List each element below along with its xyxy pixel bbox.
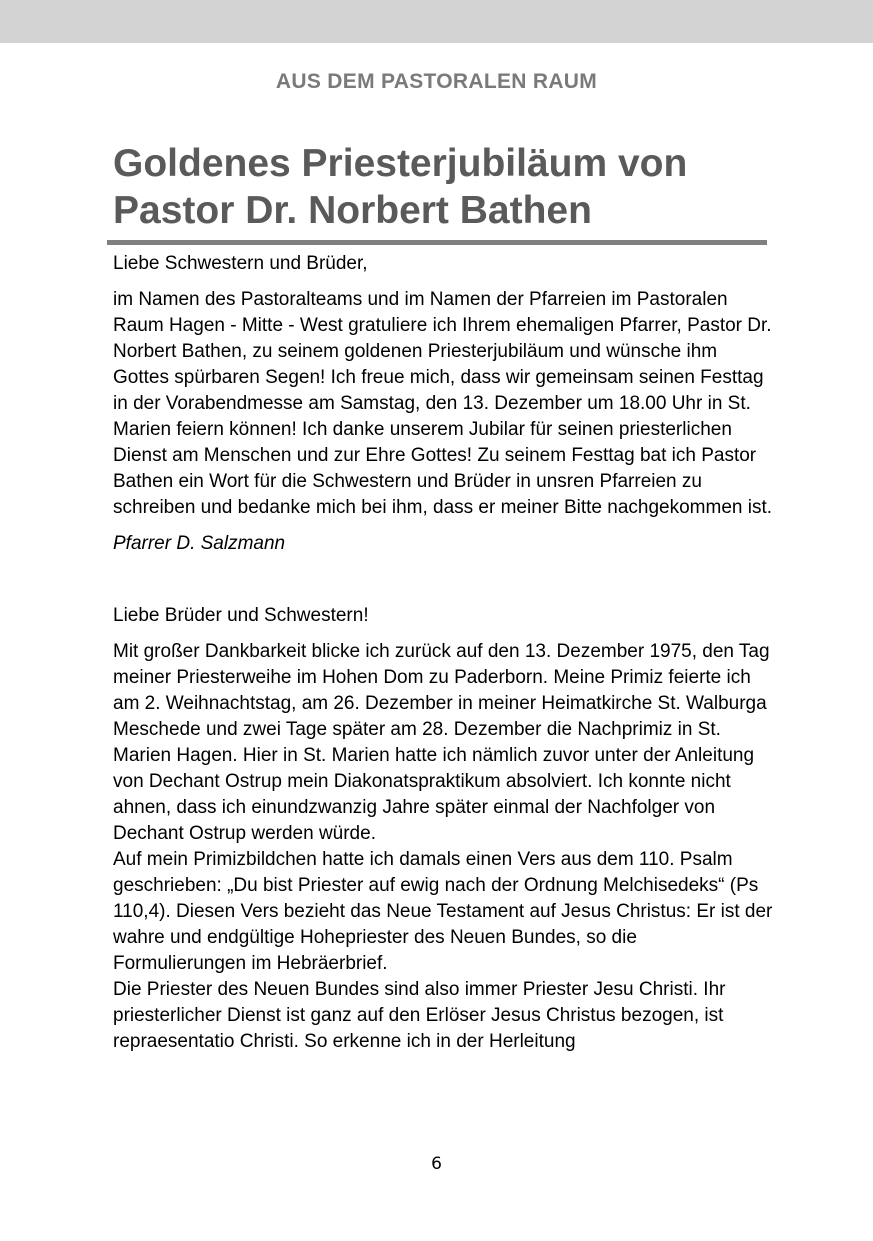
intro-paragraph: im Namen des Pastoralteams und im Namen der Pfarreien im Pastoralen Raum Hagen - Mitte - West gratuliere ich Ihrem ehemaligen Pfarrer, Pastor Dr. Norbert Bathen, zu seinem goldenen Priesterjubiläum und wünsche ihm Gottes spürbaren Segen! Ich freue mich, dass wir gemeinsam seinen Festtag in der Vorabendmesse am Samstag, den 13. Dezember um 18.00 Uhr in St. Marien feiern können! Ich danke unserem Jubilar für seinen priesterlichen Dienst am Menschen und zur Ehre Gottes! Zu seinem Festtag bat ich Pastor Bathen ein Wort für die Schwestern und Brüder in unsren Pfarreien zu schreiben und bedanke mich bei ihm, dass er meiner Bitte nachgekommen ist. [113,289,773,518]
letter-greeting: Liebe Brüder und Schwestern! [113,605,369,626]
letter-paragraph: Die Priester des Neuen Bundes sind also immer Priester Jesu Christi. Ihr priesterlicher Dienst ist ganz auf den Erlöser Jesus Christus bezogen, ist repraesentatio Christi. So erkenne ich in der Herleitung [113,979,726,1052]
intro-greeting: Liebe Schwestern und Brüder, [113,253,368,274]
letter-paragraph: Auf mein Primizbildchen hatte ich damals einen Vers aus dem 110. Psalm geschrieben: „Du bist Priester auf ewig nach der Ordnung Melchisedeks“ (Ps 110,4). Diesen Vers bezieht das Neue Testament auf Jesus Christus: Er ist der wahre und endgültige Hohepriester des Neuen Bundes, so die Formulierungen im Hebräerbrief. [113,849,773,974]
article-title: Goldenes Priesterjubiläum von Pastor Dr. Norbert Bathen [113,142,688,232]
title-divider [107,240,767,245]
page-number: 6 [431,1154,442,1174]
top-gray-bar [0,0,873,43]
intro-signature: Pfarrer D. Salzmann [113,533,286,554]
article-body [113,251,773,1055]
section-label: AUS DEM PASTORALEN RAUM [275,70,598,93]
letter-paragraph: Mit großer Dankbarkeit blicke ich zurück auf den 13. Dezember 1975, den Tag meiner Priesterweihe im Hohen Dom zu Paderborn. Meine Primiz feierte ich am 2. Weihnachtstag, am 26. Dezember in meiner Heimatkirche St. Walburga Meschede und zwei Tage später am 28. Dezember die Nachprimiz in St. Marien Hagen. Hier in St. Marien hatte ich nämlich zuvor unter der Anleitung von Dechant Ostrup mein Diakonatspraktikum absolviert. Ich konnte nicht ahnen, dass ich einundzwanzig Jahre später einmal der Nachfolger von Dechant Ostrup werden würde. [113,641,770,844]
